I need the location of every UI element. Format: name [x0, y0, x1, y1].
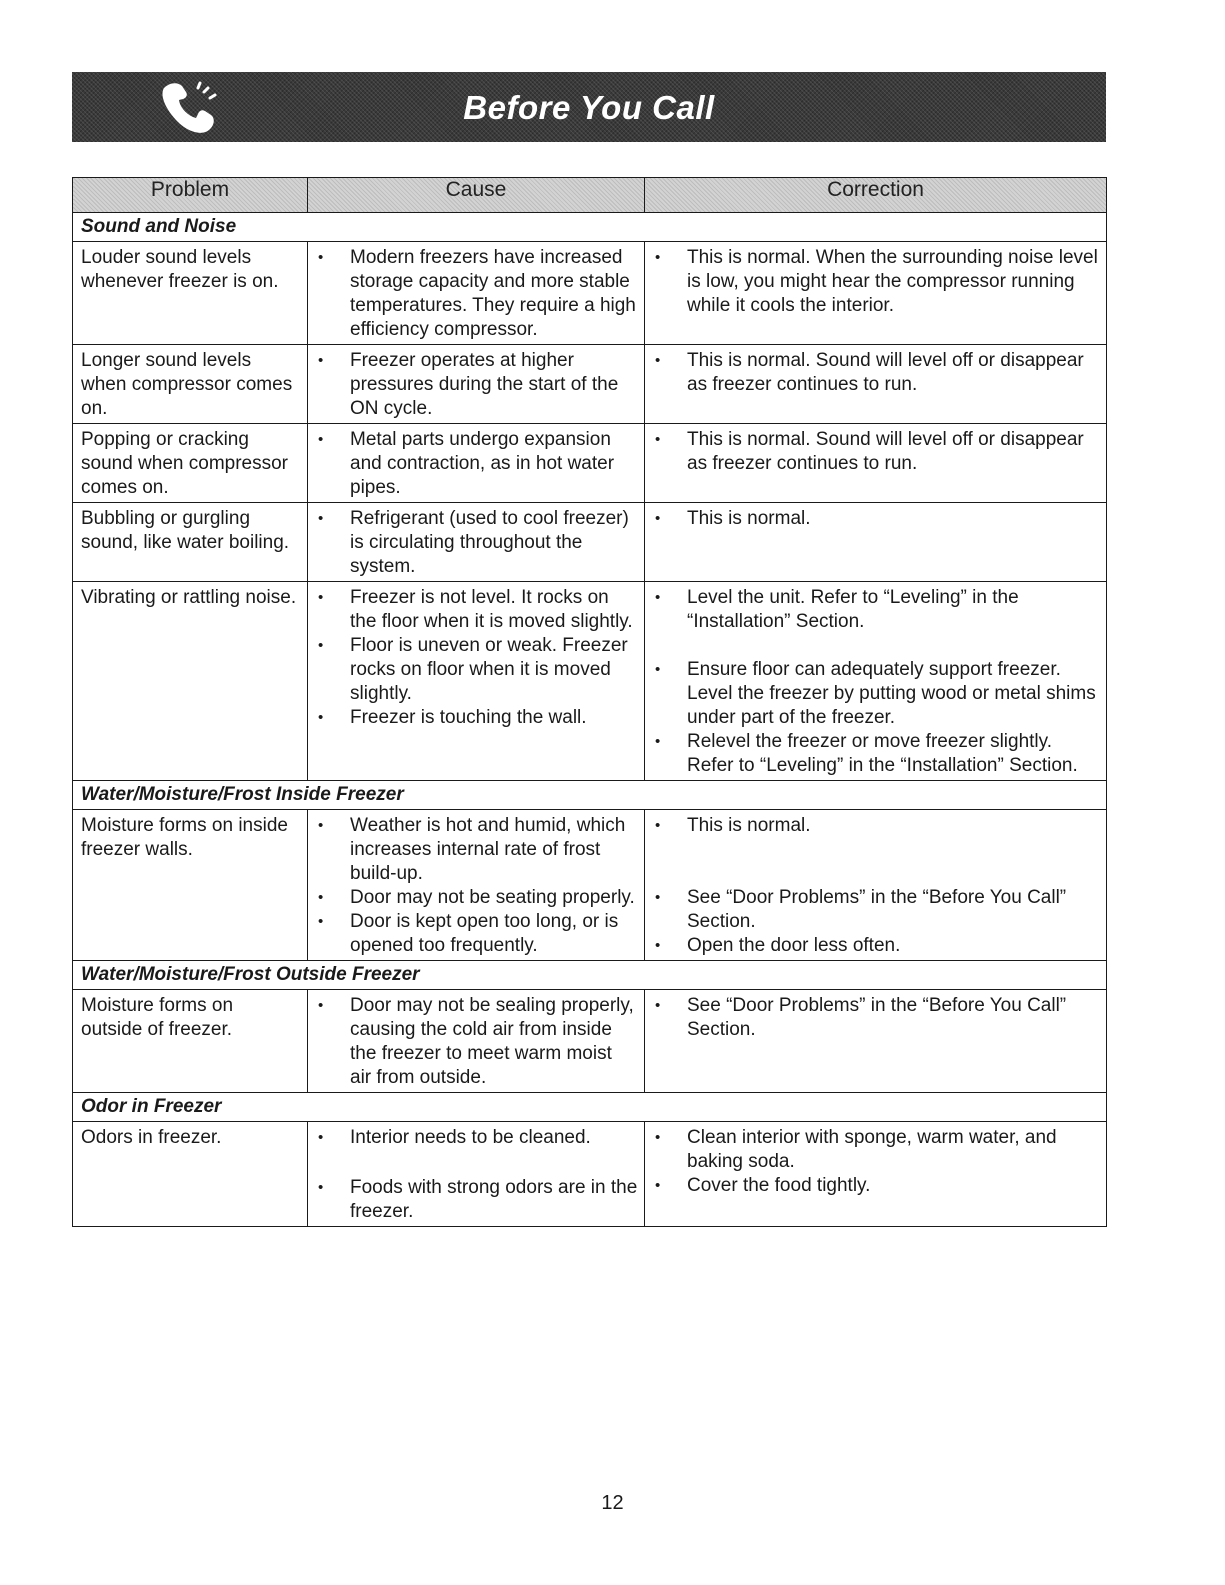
correction-item: • See “Door Problems” in the “Before You Call” Section.	[645, 886, 1100, 934]
section-title: Odor in Freezer	[73, 1093, 1107, 1122]
problem-cell: Louder sound levels whenever freezer is on.	[73, 242, 308, 345]
section-row	[73, 1093, 1107, 1122]
cause-item: • Freezer operates at higher pressures during the start of the ON cycle.	[308, 349, 638, 421]
table-row	[73, 1122, 1107, 1227]
cause-item: • Foods with strong odors are in the freezer.	[308, 1176, 638, 1224]
problem-cell: Longer sound levels when compressor comes on.	[73, 345, 308, 424]
problem-cell: Bubbling or gurgling sound, like water boiling.	[73, 503, 308, 582]
problem-cell: Odors in freezer.	[73, 1122, 308, 1227]
page-title: Before You Call	[463, 89, 715, 126]
correction-item: • Clean interior with sponge, warm water, and baking soda.	[645, 1126, 1100, 1174]
cause-item: • Floor is uneven or weak. Freezer rocks on floor when it is moved slightly.	[308, 634, 638, 706]
header-banner	[72, 72, 1106, 142]
table-row	[73, 810, 1107, 961]
problem-cell: Popping or cracking sound when compressor comes on.	[73, 424, 308, 503]
cause-cell	[308, 810, 645, 961]
cause-item: • Freezer is touching the wall.	[308, 706, 638, 730]
cause-cell	[308, 242, 645, 345]
section-title: Sound and Noise	[73, 213, 1107, 242]
section-row	[73, 213, 1107, 242]
problem-cell: Moisture forms on inside freezer walls.	[73, 810, 308, 961]
table-row	[73, 503, 1107, 582]
cause-item: • Interior needs to be cleaned.	[308, 1126, 638, 1150]
correction-item: • See “Door Problems” in the “Before You Call” Section.	[645, 994, 1100, 1042]
cause-cell	[308, 503, 645, 582]
correction-item: • Relevel the freezer or move freezer slightly. Refer to “Leveling” in the “Installation” Section.	[645, 730, 1100, 778]
cause-cell	[308, 345, 645, 424]
table-row	[73, 990, 1107, 1093]
cause-item: • Door may not be sealing properly, causing the cold air from inside the freezer to meet warm moist air from outside.	[308, 994, 638, 1090]
cause-cell	[308, 424, 645, 503]
cause-item: • Weather is hot and humid, which increases internal rate of frost build-up.	[308, 814, 638, 886]
table-row	[73, 582, 1107, 781]
correction-item: • This is normal. Sound will level off or disappear as freezer continues to run.	[645, 349, 1100, 397]
table-row	[73, 345, 1107, 424]
correction-cell	[645, 1122, 1107, 1227]
correction-item: • This is normal.	[645, 507, 1100, 531]
correction-cell	[645, 345, 1107, 424]
correction-cell	[645, 810, 1107, 961]
correction-cell	[645, 503, 1107, 582]
correction-item: • Cover the food tightly.	[645, 1174, 1100, 1198]
correction-item: • This is normal.	[645, 814, 1100, 886]
correction-cell	[645, 582, 1107, 781]
cause-cell	[308, 582, 645, 781]
section-title: Water/Moisture/Frost Outside Freezer	[73, 961, 1107, 990]
troubleshooting-table	[72, 177, 1107, 1227]
correction-cell	[645, 242, 1107, 345]
page-number: 12	[601, 1492, 624, 1514]
column-header-correction: Correction	[645, 178, 1107, 213]
correction-cell	[645, 424, 1107, 503]
table-row	[73, 242, 1107, 345]
cause-item: • Metal parts undergo expansion and contraction, as in hot water pipes.	[308, 428, 638, 500]
column-header-cause: Cause	[308, 178, 645, 213]
correction-cell	[645, 990, 1107, 1093]
cause-item: • Modern freezers have increased storage capacity and more stable temperatures. They require a high efficiency compressor.	[308, 246, 638, 342]
correction-item: • This is normal. Sound will level off or disappear as freezer continues to run.	[645, 428, 1100, 476]
problem-cell: Moisture forms on outside of freezer.	[73, 990, 308, 1093]
section-row	[73, 961, 1107, 990]
section-title: Water/Moisture/Frost Inside Freezer	[73, 781, 1107, 810]
cause-item: • Freezer is not level. It rocks on the floor when it is moved slightly.	[308, 586, 638, 634]
correction-item: • Open the door less often.	[645, 934, 1100, 958]
problem-cell: Vibrating or rattling noise.	[73, 582, 308, 781]
section-row	[73, 781, 1107, 810]
correction-item: • Ensure floor can adequately support freezer. Level the freezer by putting wood or metal shims under part of the freezer.	[645, 658, 1100, 730]
cause-cell	[308, 990, 645, 1093]
cause-item: • Door is kept open too long, or is opened too frequently.	[308, 910, 638, 958]
correction-item: • This is normal. When the surrounding noise level is low, you might hear the compressor running while it cools the interior.	[645, 246, 1100, 318]
correction-item: • Level the unit. Refer to “Leveling” in the “Installation” Section.	[645, 586, 1100, 658]
table-row	[73, 424, 1107, 503]
column-header-problem: Problem	[73, 178, 308, 213]
table-header-row	[73, 178, 1107, 213]
cause-item: • Door may not be seating properly.	[308, 886, 638, 910]
cause-item: • Refrigerant (used to cool freezer) is circulating throughout the system.	[308, 507, 638, 579]
cause-cell	[308, 1122, 645, 1227]
